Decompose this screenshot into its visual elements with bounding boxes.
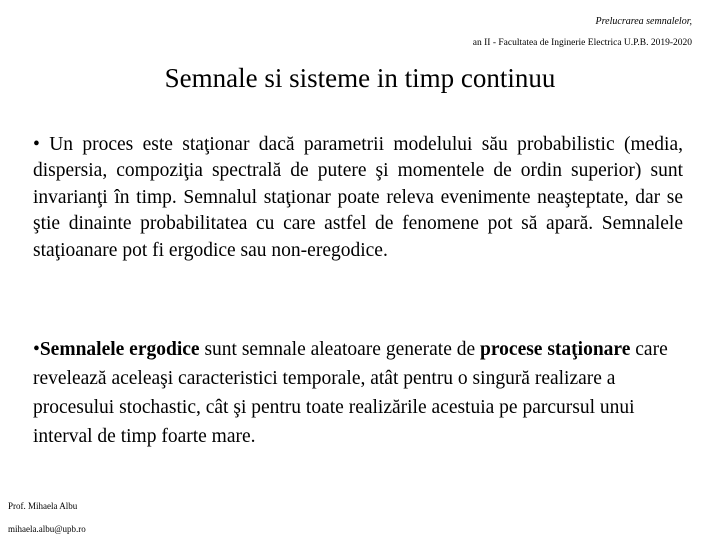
footer-author: Prof. Mihaela Albu <box>8 501 78 511</box>
term-stationary-process: Un proces este staţionar <box>49 134 250 155</box>
header-course: Prelucrarea semnalelor, <box>595 16 692 27</box>
term-stationary-processes: procese staţionare <box>480 339 631 360</box>
paragraph-text: dacă parametrii modelului său probabilistic (media, dispersia, compoziţia spectrală de putere şi momentele de ordin superior) sunt invarianţi în timp. Semnalul staţionar poate releva evenimente neaşteptate, dar se ştie dinainte probabilitatea cu care astfel de fenomene pot să apară. Semnalele staţioanare pot fi ergodice sau non-eregodice. <box>33 134 684 261</box>
term-ergodic-signals: Semnalele ergodice <box>39 339 200 360</box>
paragraph-text: sunt semnale aleatoare generate de <box>199 339 481 360</box>
footer-email: mihaela.albu@upb.ro <box>8 524 86 534</box>
paragraph-ergodic-signals <box>33 335 683 451</box>
bullet: • <box>33 134 40 155</box>
paragraph-stationary-process <box>33 132 683 264</box>
paragraph-text: care revelează aceleaşi caracteristici temporale, atât pentru o singură realizare a procesului stochastic, cât şi pentru toate realizările acestuia pe parcursul unui interval de timp foarte mare. <box>33 339 668 447</box>
header-faculty: an II - Facultatea de Inginerie Electrica U.P.B. 2019-2020 <box>472 38 692 48</box>
slide-title: Semnale si sisteme in timp continuu <box>164 63 556 93</box>
bullet: • <box>33 339 40 360</box>
